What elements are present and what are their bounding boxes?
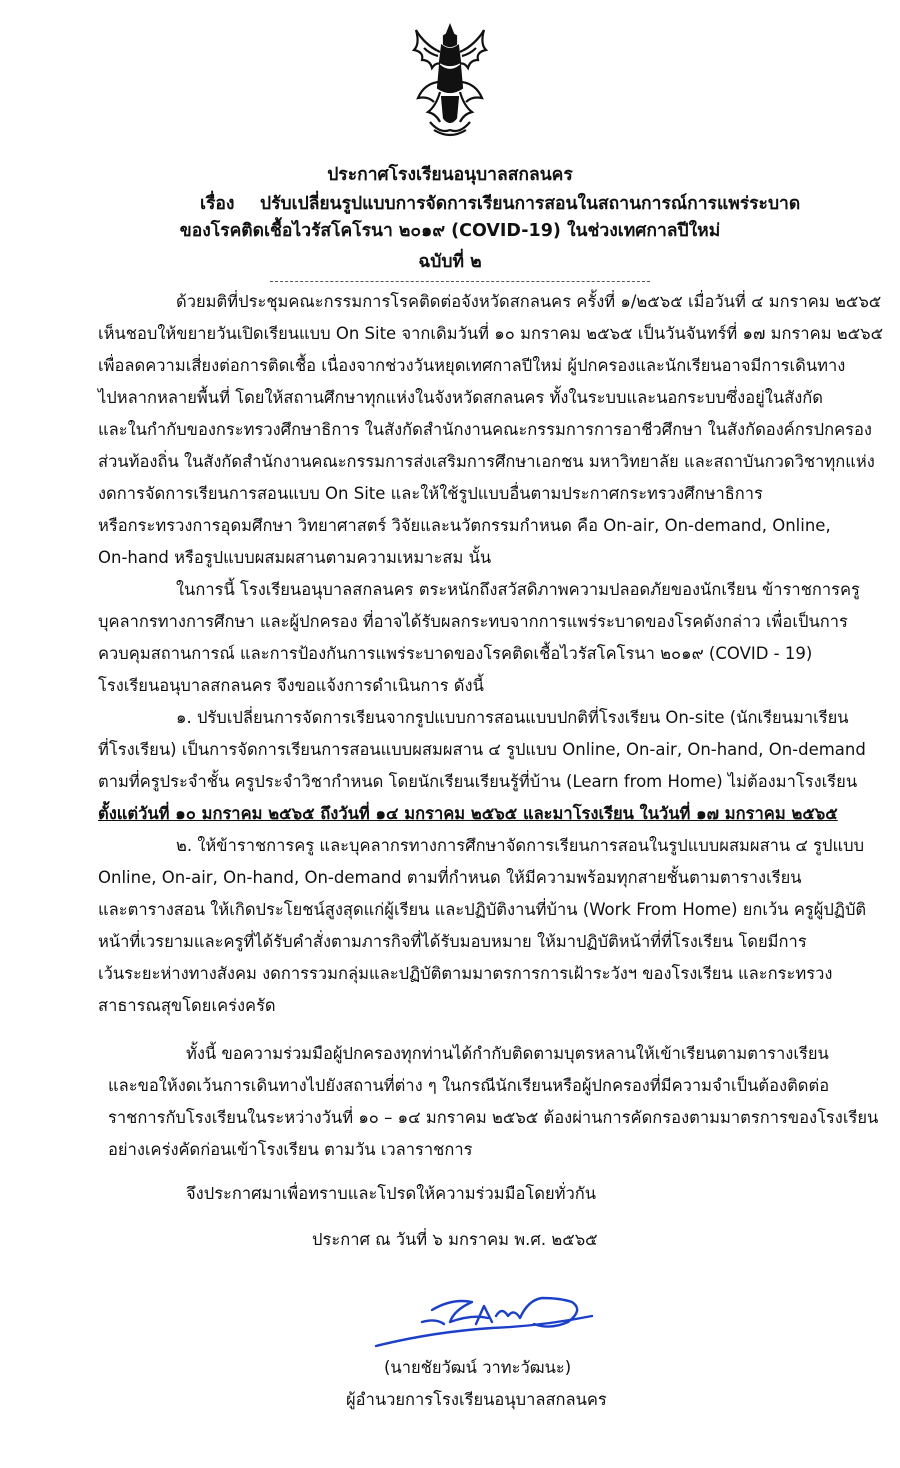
signatory-name: (นายชัยวัฒน์ วาทะวัฒนะ) <box>384 1358 572 1377</box>
item-line: เว้นระยะห่างทางสังคม งดการรวมกลุ่มและปฏิบัติตามมาตรการการเฝ้าระวังฯ ของโรงเรียน และกระทรวง <box>98 964 833 983</box>
paragraph-line: โรงเรียนอนุบาลสกลนคร จึงขอแจ้งการดำเนินการ ดังนี้ <box>98 676 484 695</box>
paragraph-line: อย่างเคร่งคัดก่อนเข้าโรงเรียน ตามวัน เวลาราชการ <box>108 1140 473 1159</box>
paragraph-line: On-hand หรือรูปแบบผสมผสานตามความเหมาะสม นั้น <box>98 548 492 567</box>
paragraph-line: ส่วนท้องถิ่น ในสังกัดสำนักงานคณะกรรมการส่งเสริมการศึกษาเอกชน มหาวิทยาลัย และสถาบันกวดวิชาทุกแห่ง <box>98 452 875 471</box>
item-line: ตามที่ครูประจำชั้น ครูประจำวิชากำหนด โดยนักเรียนเรียนรู้ที่บ้าน (Learn from Home) ไม่ต้องมาโรงเรียน <box>98 772 858 791</box>
signatory-position: ผู้อำนวยการโรงเรียนอนุบาลสกลนคร <box>346 1390 607 1409</box>
issue-number: ฉบับที่ ๒ <box>418 252 482 272</box>
paragraph-line: ควบคุมสถานการณ์ และการป้องกันการแพร่ระบาดของโรคติดเชื้อไวรัสโคโรนา ๒๐๑๙ (COVID - 19) <box>98 644 813 663</box>
paragraph-line: หรือกระทรวงการอุดมศึกษา วิทยาศาสตร์ วิจัยและนวัตกรรมกำหนด คือ On-air, On-demand, Online, <box>98 516 831 535</box>
subject-label: เรื่อง <box>200 194 235 214</box>
paragraph-line: ราชการกับโรงเรียนในระหว่างวันที่ ๑๐ – ๑๔ มกราคม ๒๕๖๕ ต้องผ่านการคัดกรองตามมาตรการของโรงเรียน <box>108 1108 879 1127</box>
item-line: สาธารณสุขโดยเคร่งครัด <box>98 996 276 1015</box>
closing-statement: จึงประกาศมาเพื่อทราบและโปรดให้ความร่วมมือโดยทั่วกัน <box>186 1184 597 1203</box>
subject-text-line2: ของโรคติดเชื้อไวรัสโคโรนา ๒๐๑๙ (COVID-19) ในช่วงเทศกาลปีใหม่ <box>179 221 721 241</box>
item-line: และตารางสอน ให้เกิดประโยชน์สูงสุดแก่ผู้เรียน และปฏิบัติงานที่บ้าน (Work From Home) ยกเว้น ครูผู้ปฏิบัติ <box>98 900 867 919</box>
garuda-emblem-icon <box>400 22 500 142</box>
subject-text-line1: ปรับเปลี่ยนรูปแบบการจัดการเรียนการสอนในสถานการณ์การแพร่ระบาด <box>260 194 801 214</box>
paragraph-line: และในกำกับของกระทรวงศึกษาธิการ ในสังกัดสำนักงานคณะกรรมการการอาชีวศึกษา ในสังกัดองค์กรปกครอง <box>98 420 872 439</box>
paragraph-line: ไปหลากหลายพื้นที่ โดยให้สถานศึกษาทุกแห่งในจังหวัดสกลนคร ทั้งในระบบและนอกระบบซึ่งอยู่ในสังกัด <box>98 388 823 407</box>
item-line: ที่โรงเรียน) เป็นการจัดการเรียนการสอนแบบผสมผสาน ๔ รูปแบบ Online, On-air, On-hand, On-demand <box>98 740 866 759</box>
subject-line <box>90 189 810 217</box>
handwritten-signature <box>372 1288 602 1363</box>
paragraph-line: เห็นชอบให้ขยายวันเปิดเรียนแบบ On Site จากเดิมวันที่ ๑๐ มกราคม ๒๕๖๕ เป็นวันจันทร์ที่ ๑๗ มกราคม ๒๕๖๕ <box>98 324 884 343</box>
item-line: หน้าที่เวรยามและครูที่ได้รับคำสั่งตามภารกิจที่ได้รับมอบหมาย ให้มาปฏิบัติหน้าที่ที่โรงเรียน โดยมีการ <box>98 932 807 951</box>
paragraph-line: ในการนี้ โรงเรียนอนุบาลสกลนคร ตระหนักถึงสวัสดิภาพความปลอดภัยของนักเรียน ข้าราชการครู <box>176 580 860 599</box>
emphasized-date-range: ตั้งแต่วันที่ ๑๐ มกราคม ๒๕๖๕ ถึงวันที่ ๑๔ มกราคม ๒๕๖๕ และมาโรงเรียน ในวันที่ ๑๗ มกราคม ๒๕๖๕ <box>98 804 838 823</box>
paragraph-line: ทั้งนี้ ขอความร่วมมือผู้ปกครองทุกท่านได้กำกับติดตามบุตรหลานให้เข้าเรียนตามตารางเรียน <box>186 1044 829 1063</box>
item-line: Online, On-air, On-hand, On-demand ตามที่กำหนด ให้มีความพร้อมทุกสายชั้นตามตารางเรียน <box>98 868 802 887</box>
dashed-divider <box>270 281 650 282</box>
paragraph-line: เพื่อลดความเสี่ยงต่อการติดเชื้อ เนื่องจากช่วงวันหยุดเทศกาลปีใหม่ ผู้ปกครองและนักเรียนอาจมีการเดินทาง <box>98 356 846 375</box>
paragraph-line: และขอให้งดเว้นการเดินทางไปยังสถานที่ต่าง ๆ ในกรณีนักเรียนหรือผู้ปกครองที่มีความจำเป็นต้องติดต่อ <box>108 1076 830 1095</box>
announcement-title: ประกาศโรงเรียนอนุบาลสกลนคร <box>327 165 573 185</box>
item-line: ๒. ให้ข้าราชการครู และบุคลากรทางการศึกษาจัดการเรียนการสอนในรูปแบบผสมผสาน ๔ รูปแบบ <box>176 836 865 855</box>
item-line: ๑. ปรับเปลี่ยนการจัดการเรียนจากรูปแบบการสอนแบบปกติที่โรงเรียน On-site (นักเรียนมาเรียน <box>176 708 849 727</box>
paragraph-line: บุคลากรทางการศึกษา และผู้ปกครอง ที่อาจได้รับผลกระทบจากการแพร่ระบาดของโรคดังกล่าว เพื่อเป็นการ <box>98 612 848 631</box>
paragraph-line: งดการจัดการเรียนการสอนแบบ On Site และให้ใช้รูปแบบอื่นตามประกาศกระทรวงศึกษาธิการ <box>98 484 763 503</box>
paragraph-line: ด้วยมติที่ประชุมคณะกรรมการโรคติดต่อจังหวัดสกลนคร ครั้งที่ ๑/๒๕๖๕ เมื่อวันที่ ๔ มกราคม ๒๕๖๕ <box>176 292 882 311</box>
announcement-date: ประกาศ ณ วันที่ ๖ มกราคม พ.ศ. ๒๕๖๕ <box>312 1230 598 1249</box>
